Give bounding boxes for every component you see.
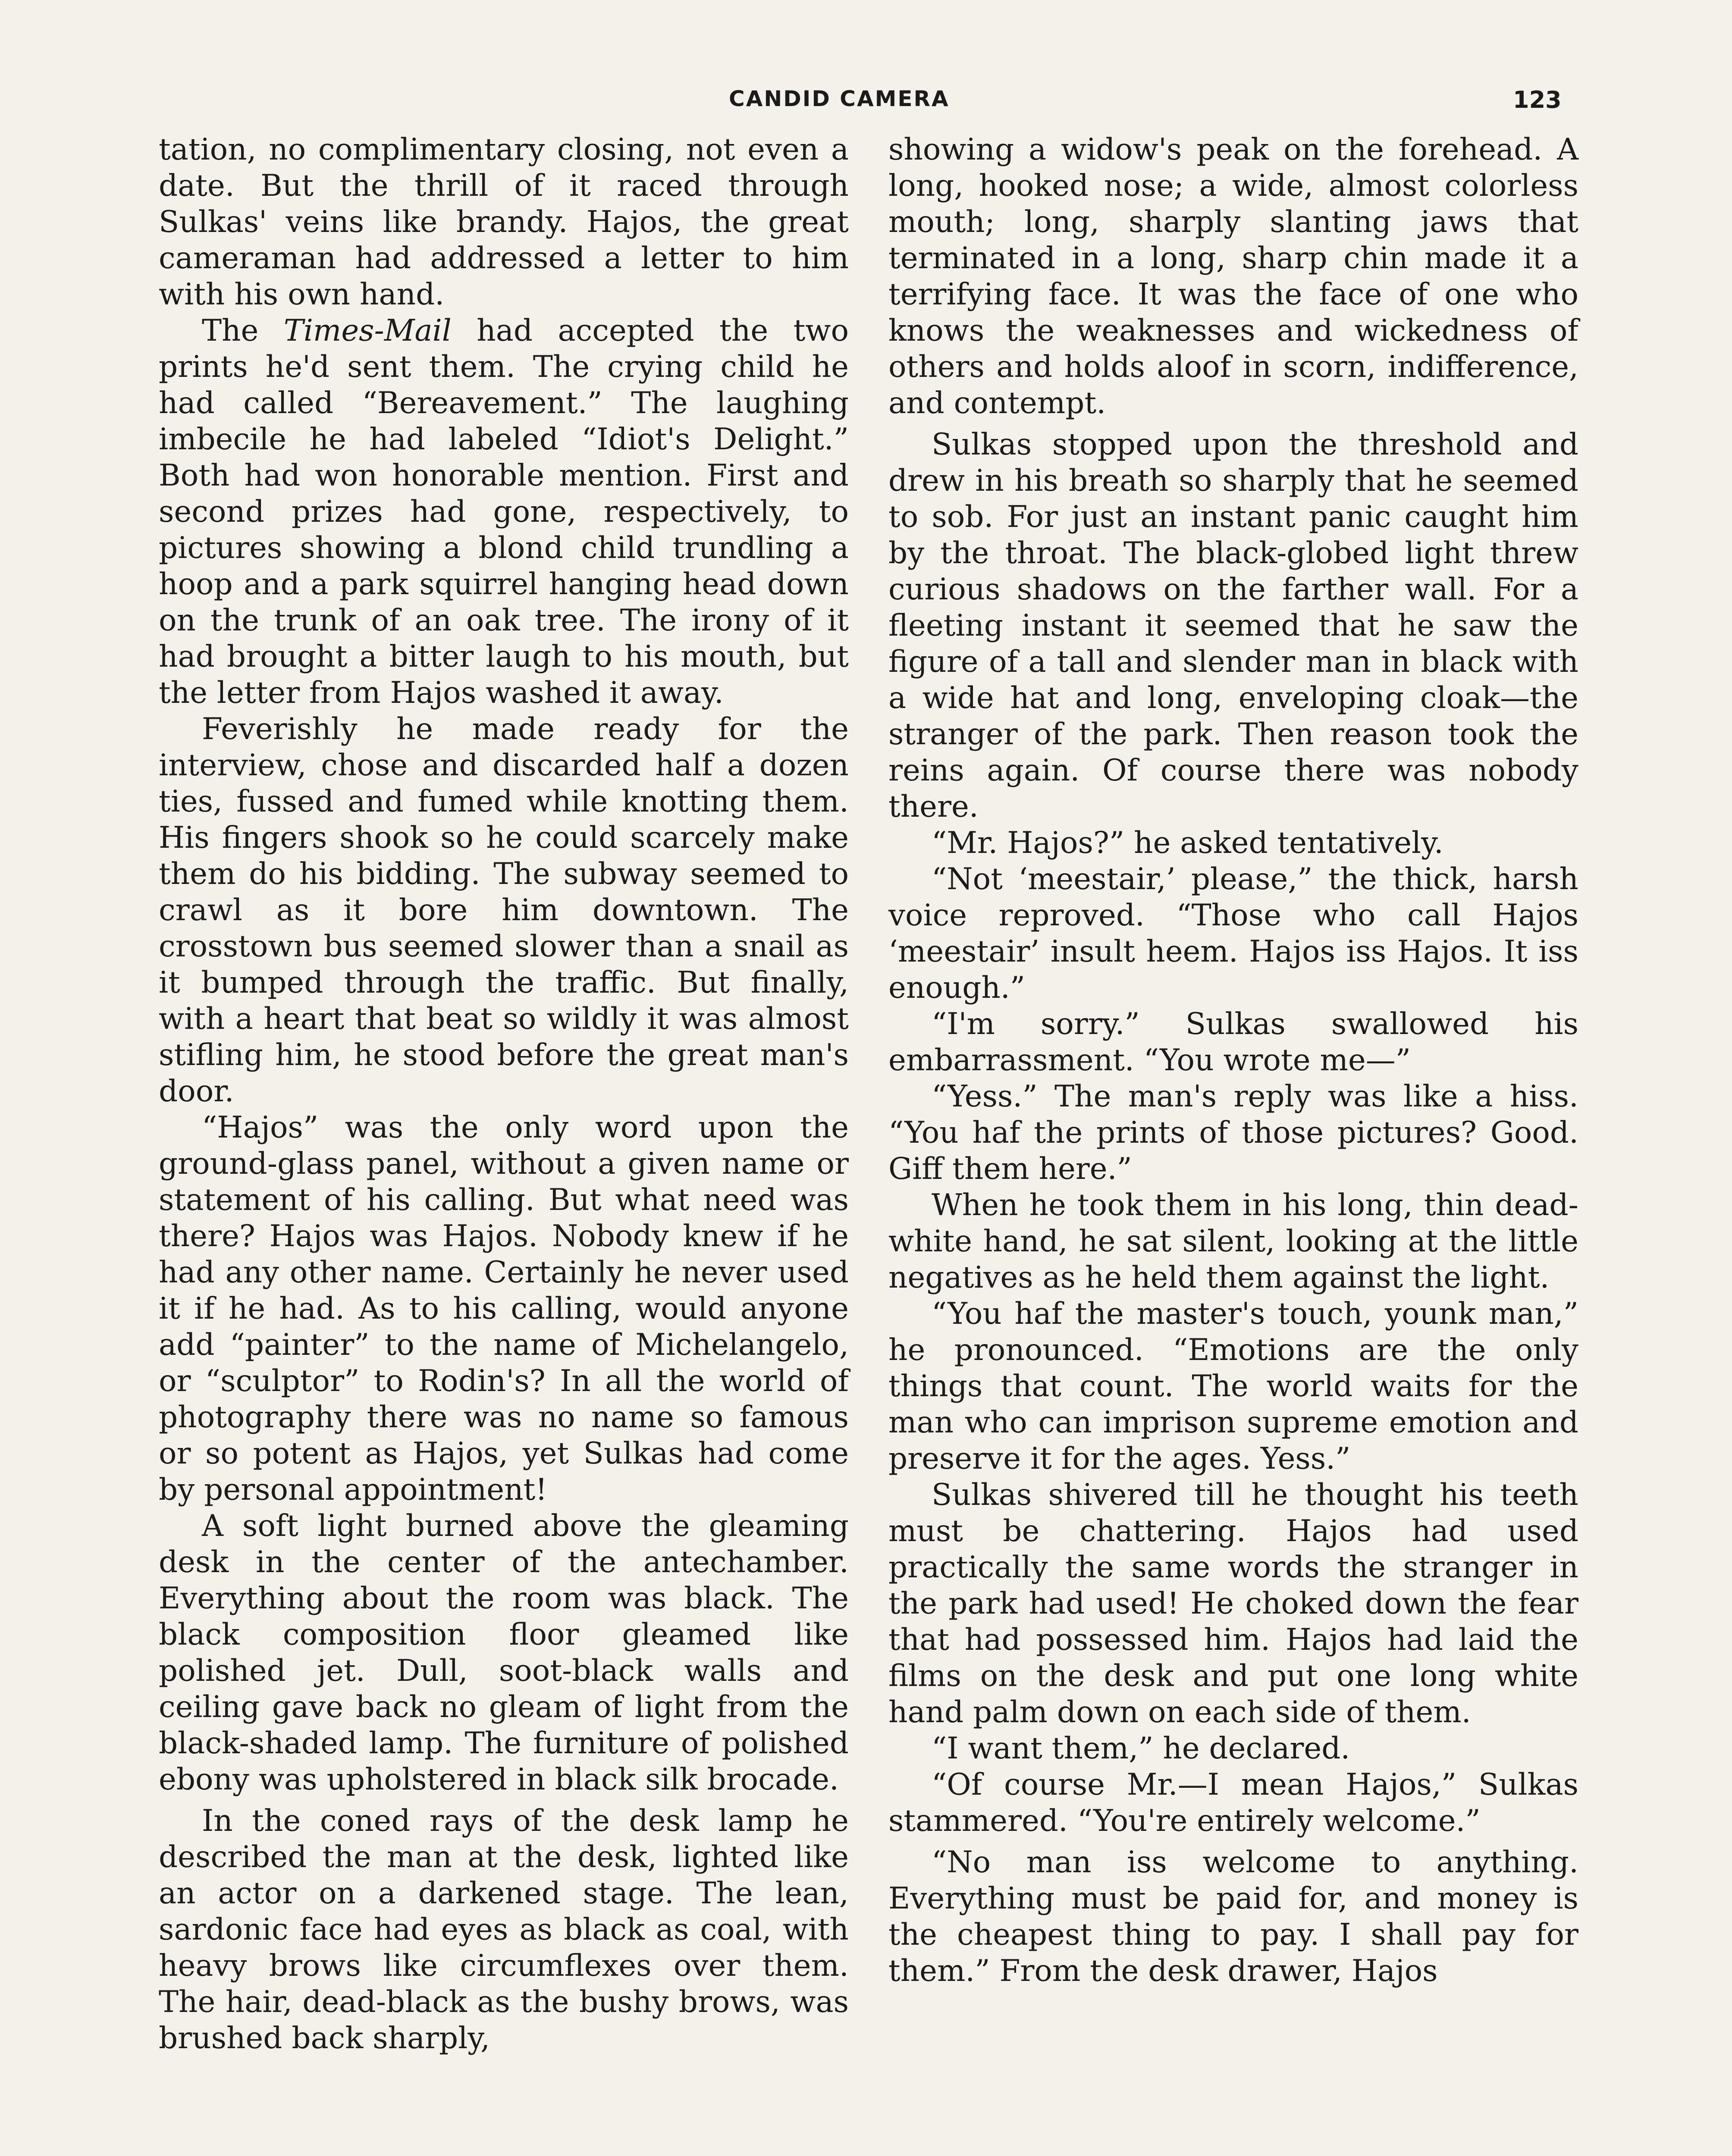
running-title: CANDID CAMERA (729, 86, 950, 111)
paragraph: “No man iss welcome to anything. Everything must be paid for, and money is the cheapest thing to pay. I shall pay for them.” From the desk drawer, Hajos (888, 1845, 1578, 1988)
right-column (888, 132, 1578, 1989)
text-run: The (202, 313, 284, 348)
paragraph: showing a widow's peak on the forehead. A long, hooked nose; a wide, almost colorless mouth; long, sharply slanting jaws that terminated in a long, sharp chin made it a terrifying face. It was the face of one who knows the weaknesses and wickedness of others and holds aloof in scorn, indifference, and contempt. (888, 132, 1578, 420)
paragraph: A soft light burned above the gleaming desk in the center of the antechamber. Everything about the room was black. The black composition floor gleamed like polished jet. Dull, soot-black walls and ceiling gave back no gleam of light from the black-shaded lamp. The furniture of polished ebony was upholstered in black silk brocade. (159, 1509, 849, 1797)
page-number: 123 (1513, 86, 1562, 113)
paragraph: “You haf the master's touch, younk man,” he pronounced. “Emotions are the only things that count. The world waits for the man who can imprison supreme emotion and preserve it for the ages. Yess.” (888, 1297, 1578, 1476)
text-run: had accepted the two prints he'd sent them. The crying child he had called “Bereavement.” The laughing imbecile he had labeled “Idiot's Delight.” Both had won honorable mention. First and second prizes had gone, respectively, to pictures showing a blond child trundling a hoop and a park squirrel hanging head down on the trunk of an oak tree. The irony of it had brought a bitter laugh to his mouth, but the letter from Hajos washed it away. (159, 313, 849, 710)
paragraph: In the coned rays of the desk lamp he described the man at the desk, lighted like an actor on a darkened stage. The lean, sardonic face had eyes as black as coal, with heavy brows like circumflexes over them. The hair, dead-black as the bushy brows, was brushed back sharply, (159, 1804, 849, 2056)
paragraph: “Of course Mr.—I mean Hajos,” Sulkas stammered. “You're entirely welcome.” (888, 1767, 1578, 1838)
paragraph: “Not ‘meestair,’ please,” the thick, harsh voice reproved. “Those who call Hajos ‘meestair’ insult heem. Hajos iss Hajos. It iss enough.” (888, 862, 1578, 1005)
paragraph: Sulkas stopped upon the threshold and drew in his breath so sharply that he seemed to sob. For just an instant panic caught him by the throat. The black-globed light threw curious shadows on the farther wall. For a fleeting instant it seemed that he saw the figure of a tall and slender man in black with a wide hat and long, enveloping cloak—the stranger of the park. Then reason took the reins again. Of course there was nobody there. (888, 427, 1578, 824)
paragraph: When he took them in his long, thin dead-white hand, he sat silent, looking at the little negatives as he held them against the light. (888, 1188, 1578, 1295)
paragraph: Feverishly he made ready for the interview, chose and discarded half a dozen ties, fussed and fumed while knotting them. His fingers shook so he could scarcely make them do his bidding. The subway seemed to crawl as it bore him downtown. The crosstown bus seemed slower than a snail as it bumped through the traffic. But finally, with a heart that beat so wildly it was almost stifling him, he stood before the great man's door. (159, 712, 849, 1109)
paragraph: Sulkas shivered till he thought his teeth must be chattering. Hajos had used practically the same words the stranger in the park had used! He choked down the fear that had possessed him. Hajos had laid the films on the desk and put one long white hand palm down on each side of them. (888, 1478, 1578, 1730)
paragraph: “I want them,” he declared. (932, 1731, 1350, 1766)
left-column (159, 132, 849, 2056)
paragraph: “Mr. Hajos?” he asked tentatively. (932, 826, 1443, 860)
paragraph (159, 313, 849, 711)
paragraph: “Yess.” The man's reply was like a hiss. “You haf the prints of those pictures? Good. Giff them here.” (888, 1079, 1578, 1186)
paragraph: “I'm sorry.” Sulkas swallowed his embarrassment. “You wrote me—” (888, 1007, 1578, 1078)
paragraph: tation, no complimentary closing, not even a date. But the thrill of it raced through Sulkas' veins like brandy. Hajos, the great cameraman had addressed a letter to him with his own hand. (159, 132, 849, 312)
newspaper-name: Times-Mail (283, 313, 452, 348)
paragraph: “Hajos” was the only word upon the ground-glass panel, without a given name or statement of his calling. But what need was there? Hajos was Hajos. Nobody knew if he had any other name. Certainly he never used it if he had. As to his calling, would anyone add “painter” to the name of Michelangelo, or “sculptor” to Rodin's? In all the world of photography there was no name so famous or so potent as Hajos, yet Sulkas had come by personal appointment! (159, 1110, 849, 1507)
